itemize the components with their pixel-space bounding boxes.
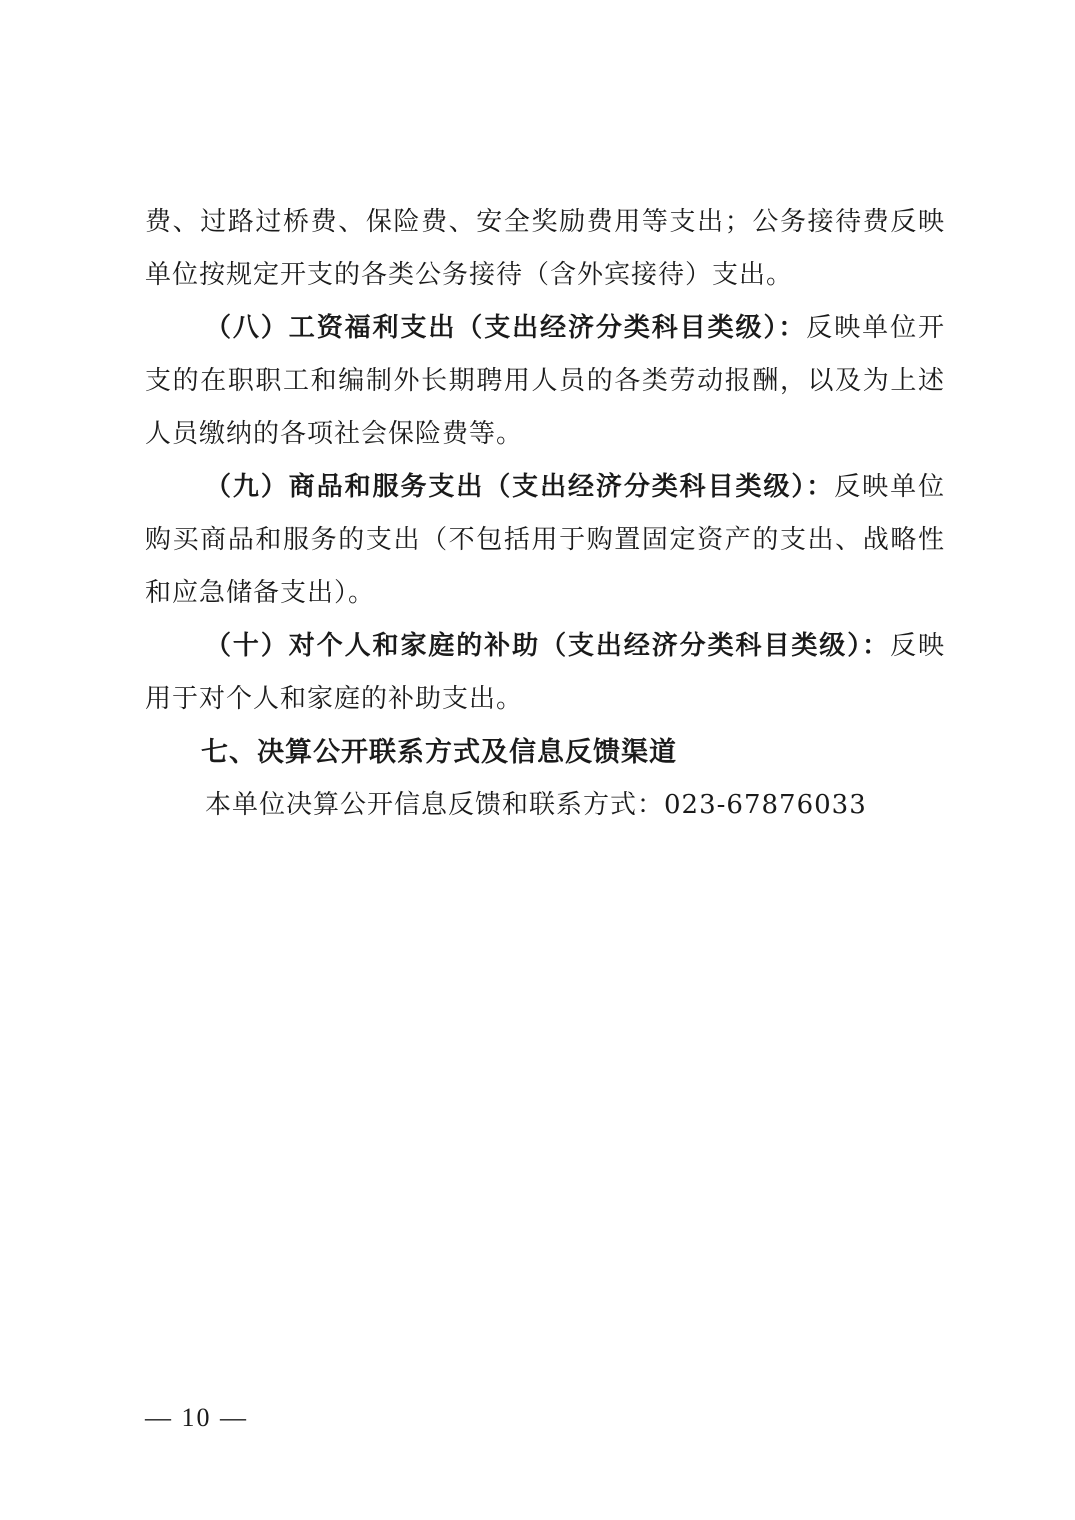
contact-line bbox=[145, 779, 945, 832]
contact-label: 本单位决算公开信息反馈和联系方式： bbox=[205, 790, 665, 820]
section-heading-contact: 七、决算公开联系方式及信息反馈渠道 bbox=[201, 737, 677, 768]
paragraph-goods-services bbox=[145, 461, 945, 620]
paragraph-text: 反映单位购买商品和服务的支出（不包括用于购置固定资产的支出、战略性和应急储备支出）。 bbox=[145, 472, 945, 608]
document-body bbox=[145, 196, 945, 832]
paragraph-lead-goods-services: （九）商品和服务支出（支出经济分类科目类级）： bbox=[205, 472, 835, 502]
paragraph-vehicle-and-reception bbox=[145, 196, 945, 302]
paragraph-wages-welfare bbox=[145, 302, 945, 461]
paragraph-personal-household-subsidy bbox=[145, 620, 945, 726]
contact-phone: 023-67876033 bbox=[664, 790, 867, 820]
paragraph-text: 反映单位开支的在职职工和编制外长期聘用人员的各类劳动报酬，以及为上述人员缴纳的各项社会保险费等。 bbox=[145, 313, 945, 449]
paragraph-lead-wages-welfare: （八）工资福利支出（支出经济分类科目类级）： bbox=[205, 313, 807, 343]
paragraph-lead-subsidy: （十）对个人和家庭的补助（支出经济分类科目类级）： bbox=[205, 631, 891, 661]
page-number: — 10 — bbox=[145, 1403, 248, 1432]
paragraph-text: 反映用于对个人和家庭的补助支出。 bbox=[145, 631, 945, 714]
paragraph-text: 费、过路过桥费、保险费、安全奖励费用等支出；公务接待费反映单位按规定开支的各类公务接待（含外宾接待）支出。 bbox=[145, 207, 945, 290]
